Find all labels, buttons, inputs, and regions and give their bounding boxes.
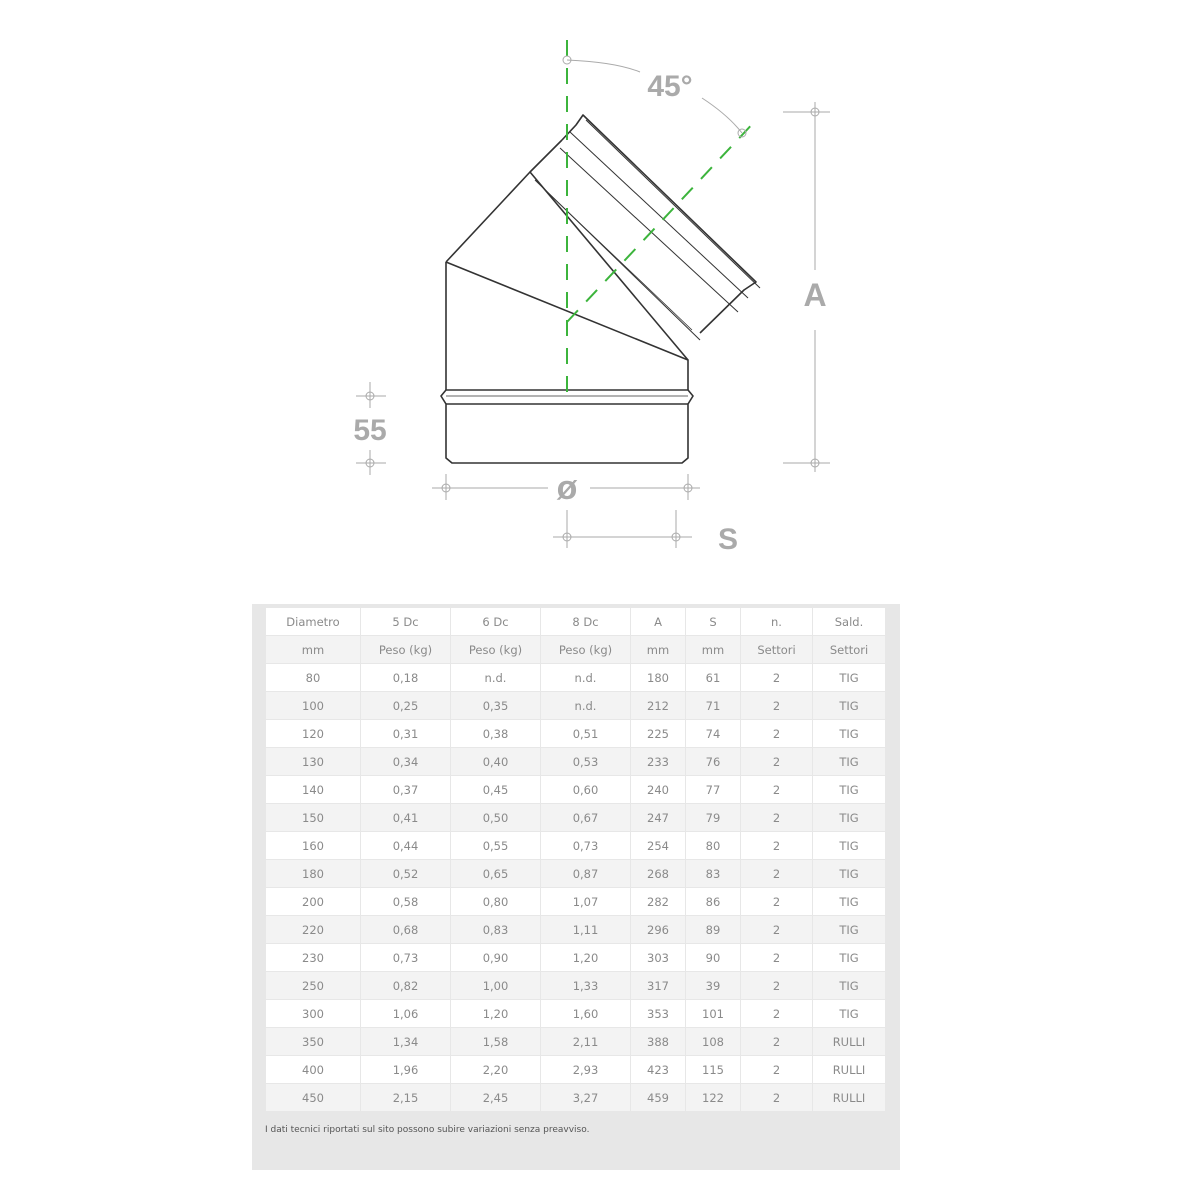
table-cell: 0,34 bbox=[361, 748, 451, 776]
table-cell: A bbox=[631, 608, 686, 636]
table-cell: 39 bbox=[686, 972, 741, 1000]
table-cell: 353 bbox=[631, 1000, 686, 1028]
table-cell: 86 bbox=[686, 888, 741, 916]
table-cell: 180 bbox=[266, 860, 361, 888]
table-cell: 1,06 bbox=[361, 1000, 451, 1028]
table-cell: 254 bbox=[631, 832, 686, 860]
table-row bbox=[266, 1056, 886, 1084]
table-cell: 80 bbox=[266, 664, 361, 692]
table-row bbox=[266, 1084, 886, 1112]
table-row bbox=[266, 720, 886, 748]
table-cell: 400 bbox=[266, 1056, 361, 1084]
table-units-row bbox=[266, 636, 886, 664]
table-cell: 2 bbox=[741, 916, 813, 944]
table-cell: 2 bbox=[741, 860, 813, 888]
table-cell: TIG bbox=[813, 916, 886, 944]
table-cell: 2 bbox=[741, 944, 813, 972]
table-cell: 0,35 bbox=[451, 692, 541, 720]
table-cell: 2 bbox=[741, 1000, 813, 1028]
table-cell: 296 bbox=[631, 916, 686, 944]
table-cell: 61 bbox=[686, 664, 741, 692]
table-cell: TIG bbox=[813, 664, 886, 692]
table-cell: n. bbox=[741, 608, 813, 636]
table-cell: n.d. bbox=[541, 692, 631, 720]
table-cell: 0,58 bbox=[361, 888, 451, 916]
table-cell: 0,25 bbox=[361, 692, 451, 720]
table-cell: 0,37 bbox=[361, 776, 451, 804]
table-cell: 1,33 bbox=[541, 972, 631, 1000]
table-cell: 2 bbox=[741, 720, 813, 748]
table-cell: 1,20 bbox=[451, 1000, 541, 1028]
table-cell: 1,00 bbox=[451, 972, 541, 1000]
table-row bbox=[266, 1000, 886, 1028]
table-cell: 2 bbox=[741, 692, 813, 720]
table-cell: 8 Dc bbox=[541, 608, 631, 636]
table-cell: 2,20 bbox=[451, 1056, 541, 1084]
specification-table bbox=[265, 607, 886, 1112]
table-cell: 0,65 bbox=[451, 860, 541, 888]
table-cell: 115 bbox=[686, 1056, 741, 1084]
table-cell: 1,34 bbox=[361, 1028, 451, 1056]
table-cell: 200 bbox=[266, 888, 361, 916]
table-cell: 89 bbox=[686, 916, 741, 944]
table-cell: 450 bbox=[266, 1084, 361, 1112]
table-cell: 120 bbox=[266, 720, 361, 748]
table-cell: 140 bbox=[266, 776, 361, 804]
angle-label: 45° bbox=[647, 70, 693, 103]
table-cell: 268 bbox=[631, 860, 686, 888]
table-cell: 0,38 bbox=[451, 720, 541, 748]
table-cell: TIG bbox=[813, 776, 886, 804]
table-cell: 71 bbox=[686, 692, 741, 720]
table-cell: 2 bbox=[741, 1056, 813, 1084]
table-cell: 160 bbox=[266, 832, 361, 860]
offset-label: S bbox=[717, 523, 739, 556]
table-cell: 2 bbox=[741, 776, 813, 804]
table-cell: 230 bbox=[266, 944, 361, 972]
table-cell: RULLI bbox=[813, 1084, 886, 1112]
table-cell: 240 bbox=[631, 776, 686, 804]
table-cell: mm bbox=[266, 636, 361, 664]
table-row bbox=[266, 776, 886, 804]
table-row bbox=[266, 888, 886, 916]
table-cell: 317 bbox=[631, 972, 686, 1000]
table-row bbox=[266, 804, 886, 832]
table-cell: 77 bbox=[686, 776, 741, 804]
table-cell: 0,82 bbox=[361, 972, 451, 1000]
table-cell: Settori bbox=[813, 636, 886, 664]
table-cell: mm bbox=[631, 636, 686, 664]
table-row bbox=[266, 860, 886, 888]
table-cell: 1,07 bbox=[541, 888, 631, 916]
table-cell: TIG bbox=[813, 692, 886, 720]
table-cell: 122 bbox=[686, 1084, 741, 1112]
table-cell: 83 bbox=[686, 860, 741, 888]
table-cell: RULLI bbox=[813, 1028, 886, 1056]
table-cell: 212 bbox=[631, 692, 686, 720]
height-label: A bbox=[803, 277, 827, 313]
table-cell: 0,90 bbox=[451, 944, 541, 972]
table-cell: 282 bbox=[631, 888, 686, 916]
table-cell: 108 bbox=[686, 1028, 741, 1056]
table-cell: 225 bbox=[631, 720, 686, 748]
table-cell: Peso (kg) bbox=[541, 636, 631, 664]
table-cell: 0,41 bbox=[361, 804, 451, 832]
table-cell: 250 bbox=[266, 972, 361, 1000]
table-cell: 0,52 bbox=[361, 860, 451, 888]
table-cell: 0,55 bbox=[451, 832, 541, 860]
table-cell: 0,67 bbox=[541, 804, 631, 832]
table-cell: 459 bbox=[631, 1084, 686, 1112]
specification-panel bbox=[252, 604, 900, 1170]
table-cell: Peso (kg) bbox=[451, 636, 541, 664]
table-cell: 233 bbox=[631, 748, 686, 776]
table-cell: 180 bbox=[631, 664, 686, 692]
table-cell: 101 bbox=[686, 1000, 741, 1028]
table-cell: 2 bbox=[741, 972, 813, 1000]
table-cell: 79 bbox=[686, 804, 741, 832]
table-cell: 247 bbox=[631, 804, 686, 832]
table-cell: 0,50 bbox=[451, 804, 541, 832]
table-cell: mm bbox=[686, 636, 741, 664]
table-cell: 80 bbox=[686, 832, 741, 860]
table-row bbox=[266, 664, 886, 692]
table-cell: 0,31 bbox=[361, 720, 451, 748]
disclaimer-note: I dati tecnici riportati sul sito possono subire variazioni senza preavviso. bbox=[265, 1125, 590, 1135]
table-cell: 2,15 bbox=[361, 1084, 451, 1112]
table-cell: 300 bbox=[266, 1000, 361, 1028]
table-row bbox=[266, 832, 886, 860]
table-cell: 2,11 bbox=[541, 1028, 631, 1056]
table-row bbox=[266, 748, 886, 776]
table-cell: Sald. bbox=[813, 608, 886, 636]
table-cell: 0,87 bbox=[541, 860, 631, 888]
table-cell: TIG bbox=[813, 832, 886, 860]
table-cell: 2 bbox=[741, 748, 813, 776]
diameter-label: ø bbox=[556, 469, 578, 507]
table-cell: TIG bbox=[813, 720, 886, 748]
table-cell: 0,51 bbox=[541, 720, 631, 748]
table-cell: TIG bbox=[813, 944, 886, 972]
table-cell: 0,68 bbox=[361, 916, 451, 944]
table-cell: 423 bbox=[631, 1056, 686, 1084]
table-cell: 2,93 bbox=[541, 1056, 631, 1084]
table-cell: 388 bbox=[631, 1028, 686, 1056]
table-cell: 2 bbox=[741, 888, 813, 916]
table-cell: n.d. bbox=[451, 664, 541, 692]
table-cell: S bbox=[686, 608, 741, 636]
table-cell: Settori bbox=[741, 636, 813, 664]
table-cell: 0,18 bbox=[361, 664, 451, 692]
table-cell: 303 bbox=[631, 944, 686, 972]
table-cell: 2 bbox=[741, 804, 813, 832]
table-cell: 0,73 bbox=[361, 944, 451, 972]
elbow-outline bbox=[441, 115, 760, 463]
dimension-lines bbox=[356, 56, 830, 548]
table-cell: 150 bbox=[266, 804, 361, 832]
table-cell: 1,20 bbox=[541, 944, 631, 972]
table-row bbox=[266, 1028, 886, 1056]
table-cell: 0,60 bbox=[541, 776, 631, 804]
table-cell: 130 bbox=[266, 748, 361, 776]
table-cell: TIG bbox=[813, 748, 886, 776]
table-cell: RULLI bbox=[813, 1056, 886, 1084]
table-cell: 2 bbox=[741, 832, 813, 860]
table-cell: 0,44 bbox=[361, 832, 451, 860]
table-cell: 2 bbox=[741, 1084, 813, 1112]
table-cell: Diametro bbox=[266, 608, 361, 636]
table-header-row bbox=[266, 608, 886, 636]
collar-label: 55 bbox=[353, 414, 387, 447]
table-cell: 350 bbox=[266, 1028, 361, 1056]
table-cell: 220 bbox=[266, 916, 361, 944]
table-cell: Peso (kg) bbox=[361, 636, 451, 664]
table-cell: n.d. bbox=[541, 664, 631, 692]
table-cell: TIG bbox=[813, 1000, 886, 1028]
table-cell: 0,53 bbox=[541, 748, 631, 776]
table-cell: 1,58 bbox=[451, 1028, 541, 1056]
table-cell: 0,45 bbox=[451, 776, 541, 804]
table-cell: 3,27 bbox=[541, 1084, 631, 1112]
table-cell: 1,96 bbox=[361, 1056, 451, 1084]
table-cell: 76 bbox=[686, 748, 741, 776]
table-cell: 1,60 bbox=[541, 1000, 631, 1028]
table-row bbox=[266, 916, 886, 944]
table-cell: TIG bbox=[813, 860, 886, 888]
table-cell: 0,73 bbox=[541, 832, 631, 860]
table-cell: 2 bbox=[741, 664, 813, 692]
table-row bbox=[266, 692, 886, 720]
table-cell: 90 bbox=[686, 944, 741, 972]
table-cell: 2,45 bbox=[451, 1084, 541, 1112]
table-cell: 0,40 bbox=[451, 748, 541, 776]
table-cell: 0,83 bbox=[451, 916, 541, 944]
table-row bbox=[266, 972, 886, 1000]
table-cell: 2 bbox=[741, 1028, 813, 1056]
table-cell: TIG bbox=[813, 804, 886, 832]
table-cell: 6 Dc bbox=[451, 608, 541, 636]
table-cell: 0,80 bbox=[451, 888, 541, 916]
table-row bbox=[266, 944, 886, 972]
table-cell: TIG bbox=[813, 888, 886, 916]
table-cell: 74 bbox=[686, 720, 741, 748]
table-cell: 1,11 bbox=[541, 916, 631, 944]
table-cell: TIG bbox=[813, 972, 886, 1000]
table-cell: 100 bbox=[266, 692, 361, 720]
table-cell: 5 Dc bbox=[361, 608, 451, 636]
